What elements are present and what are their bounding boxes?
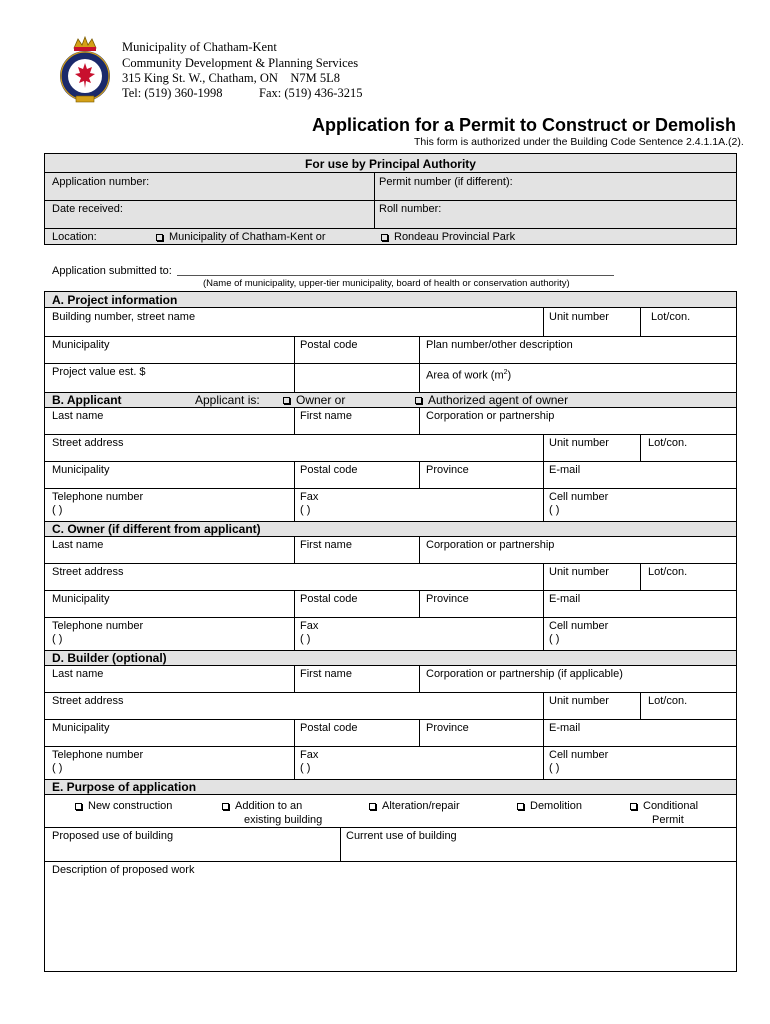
checkbox-icon (222, 803, 229, 810)
section-d-heading: D. Builder (optional) (52, 651, 167, 665)
checkbox-icon (283, 397, 290, 404)
org-telephone: Tel: (519) 360-1998 (122, 86, 223, 100)
owner-street-field[interactable]: Street address (52, 566, 124, 578)
builder-fax-field[interactable]: Fax (300, 749, 319, 761)
applicant-telephone-area: ( ) (52, 504, 63, 516)
builder-lot-con-field[interactable]: Lot/con. (648, 695, 688, 707)
checkbox-icon (415, 397, 422, 404)
applicant-lot-con-field[interactable]: Lot/con. (648, 437, 688, 449)
applicant-fax-area: ( ) (300, 504, 311, 516)
builder-cell-field[interactable]: Cell number (549, 749, 609, 761)
applicant-first-name-field[interactable]: First name (300, 410, 352, 422)
project-postal-code-field[interactable]: Postal code (300, 339, 358, 351)
checkbox-icon (369, 803, 376, 810)
submitted-to-label: Application submitted to: (52, 265, 172, 277)
checkbox-icon (75, 803, 82, 810)
builder-cell-area: ( ) (549, 762, 560, 774)
purpose-addition-line2: existing building (244, 814, 323, 826)
municipal-crest-logo (56, 36, 114, 106)
permit-number-field[interactable]: Permit number (if different): (379, 176, 513, 188)
building-number-field[interactable]: Building number, street name (52, 311, 196, 323)
location-rondeau-checkbox[interactable]: Rondeau Provincial Park (381, 231, 515, 244)
owner-email-field[interactable]: E-mail (549, 593, 581, 605)
form-title: Application for a Permit to Construct or Demolish (312, 115, 737, 135)
submitted-to-note: (Name of municipality, upper-tier municipality, board of health or conservation authority) (203, 278, 570, 289)
checkbox-icon (156, 234, 163, 241)
applicant-email-field[interactable]: E-mail (549, 464, 581, 476)
owner-lot-con-field[interactable]: Lot/con. (648, 566, 688, 578)
owner-telephone-field[interactable]: Telephone number (52, 620, 144, 632)
project-value-field[interactable]: Project value est. $ (52, 366, 146, 378)
owner-cell-area: ( ) (549, 633, 560, 645)
section-a-heading: A. Project information (52, 293, 178, 307)
owner-unit-field[interactable]: Unit number (549, 566, 609, 578)
owner-municipality-field[interactable]: Municipality (52, 593, 110, 605)
owner-last-name-field[interactable]: Last name (52, 539, 104, 551)
section-e-heading: E. Purpose of application (52, 780, 197, 794)
project-municipality-field[interactable]: Municipality (52, 339, 110, 351)
date-received-field[interactable]: Date received: (52, 203, 123, 215)
current-use-field[interactable]: Current use of building (346, 830, 457, 842)
owner-fax-field[interactable]: Fax (300, 620, 319, 632)
location-label: Location: (52, 231, 97, 243)
owner-fax-area: ( ) (300, 633, 311, 645)
owner-corporation-field[interactable]: Corporation or partnership (426, 539, 555, 551)
project-unit-number-field[interactable]: Unit number (549, 311, 609, 323)
builder-last-name-field[interactable]: Last name (52, 668, 104, 680)
applicant-corporation-field[interactable]: Corporation or partnership (426, 410, 555, 422)
builder-postal-field[interactable]: Postal code (300, 722, 358, 734)
applicant-cell-area: ( ) (549, 504, 560, 516)
applicant-telephone-field[interactable]: Telephone number (52, 491, 144, 503)
applicant-owner-checkbox[interactable]: Owner or (283, 394, 345, 407)
submitted-to-line[interactable] (177, 275, 614, 276)
applicant-unit-field[interactable]: Unit number (549, 437, 609, 449)
builder-email-field[interactable]: E-mail (549, 722, 581, 734)
form-subtitle: This form is authorized under the Building Code Sentence 2.4.1.1A.(2). (414, 136, 744, 148)
builder-province-field[interactable]: Province (426, 722, 469, 734)
builder-first-name-field[interactable]: First name (300, 668, 352, 680)
purpose-conditional-line2: Permit (652, 814, 684, 826)
purpose-alteration-checkbox[interactable]: Alteration/repair (369, 800, 460, 813)
applicant-municipality-field[interactable]: Municipality (52, 464, 110, 476)
application-number-field[interactable]: Application number: (52, 176, 150, 188)
owner-cell-field[interactable]: Cell number (549, 620, 609, 632)
builder-street-field[interactable]: Street address (52, 695, 124, 707)
builder-municipality-field[interactable]: Municipality (52, 722, 110, 734)
description-of-work-field[interactable]: Description of proposed work (52, 864, 195, 876)
organization-address (122, 40, 358, 87)
section-c-heading: C. Owner (if different from applicant) (52, 522, 261, 536)
applicant-province-field[interactable]: Province (426, 464, 469, 476)
purpose-addition-checkbox[interactable]: Addition to an (222, 800, 302, 813)
org-line-3: 315 King St. W., Chatham, ON N7M 5L8 (122, 71, 341, 85)
owner-province-field[interactable]: Province (426, 593, 469, 605)
applicant-postal-field[interactable]: Postal code (300, 464, 358, 476)
section-b-heading: B. Applicant (52, 393, 122, 407)
owner-postal-field[interactable]: Postal code (300, 593, 358, 605)
checkbox-icon (517, 803, 524, 810)
proposed-use-field[interactable]: Proposed use of building (52, 830, 174, 842)
owner-telephone-area: ( ) (52, 633, 63, 645)
purpose-new-construction-checkbox[interactable]: New construction (75, 800, 172, 813)
builder-unit-field[interactable]: Unit number (549, 695, 609, 707)
builder-fax-area: ( ) (300, 762, 311, 774)
applicant-fax-field[interactable]: Fax (300, 491, 319, 503)
checkbox-icon (381, 234, 388, 241)
purpose-conditional-checkbox[interactable]: Conditional (630, 800, 698, 813)
org-fax: Fax: (519) 436-3215 (259, 86, 363, 100)
roll-number-field[interactable]: Roll number: (379, 203, 442, 215)
applicant-street-field[interactable]: Street address (52, 437, 124, 449)
org-line-2: Community Development & Planning Services (122, 55, 359, 70)
builder-telephone-field[interactable]: Telephone number (52, 749, 144, 761)
org-line-1: Municipality of Chatham-Kent (122, 40, 277, 54)
applicant-cell-field[interactable]: Cell number (549, 491, 609, 503)
checkbox-icon (630, 803, 637, 810)
applicant-is-label: Applicant is: (195, 393, 260, 407)
authority-heading: For use by Principal Authority (305, 157, 476, 171)
builder-telephone-area: ( ) (52, 762, 63, 774)
builder-corporation-field[interactable]: Corporation or partnership (if applicable) (426, 668, 623, 680)
applicant-agent-checkbox[interactable]: Authorized agent of owner (415, 394, 568, 407)
applicant-last-name-field[interactable]: Last name (52, 410, 104, 422)
area-of-work-field[interactable]: Area of work $(m^2)$ (426, 369, 512, 382)
purpose-demolition-checkbox[interactable]: Demolition (517, 800, 582, 813)
project-lot-con-field[interactable]: Lot/con. (651, 311, 691, 323)
plan-number-field[interactable]: Plan number/other description (426, 339, 573, 351)
owner-first-name-field[interactable]: First name (300, 539, 352, 551)
location-chatham-kent-checkbox[interactable]: Municipality of Chatham-Kent or (156, 231, 326, 244)
